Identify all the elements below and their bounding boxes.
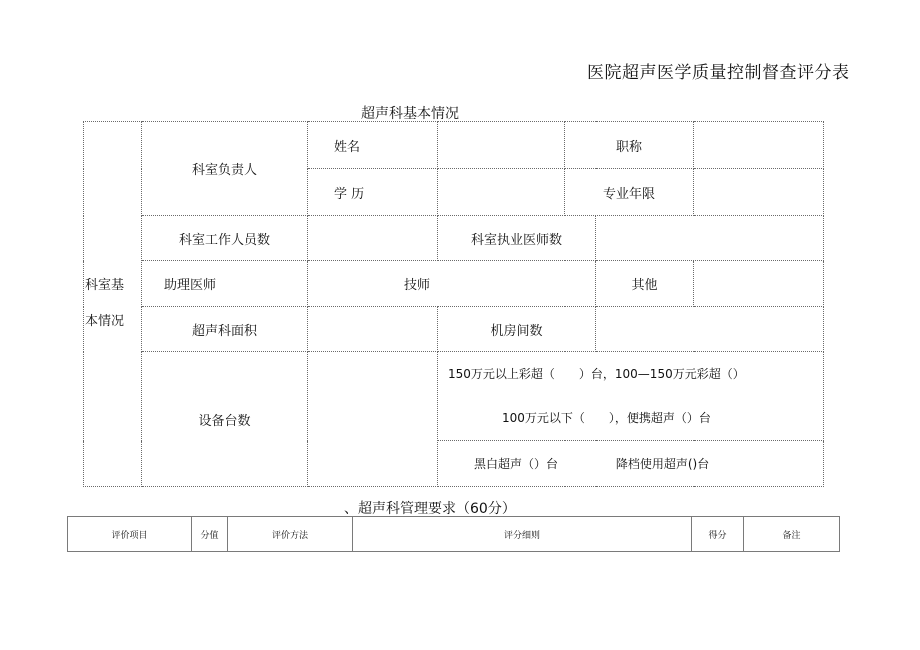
technician-cell <box>308 261 596 307</box>
years-in-specialty-label: 专业年限 <box>565 169 694 216</box>
education-label: 学 历 <box>308 169 438 216</box>
assistant-doctor-label: 助理医师 <box>142 261 308 307</box>
header-eval-method: 评价方法 <box>228 517 353 552</box>
equipment-line-1: 150万元以上彩超（ ）台，100—150万元彩超（） <box>448 367 745 381</box>
downgraded-ultrasound-text: 降档使用超声()台 <box>615 457 710 471</box>
header-remarks: 备注 <box>744 517 840 552</box>
area-value-cell[interactable] <box>308 307 438 352</box>
header-eval-item: 评价项目 <box>68 517 192 552</box>
title-value-cell[interactable] <box>694 122 824 169</box>
title-label: 职称 <box>565 122 694 169</box>
dept-basic-info-label: 科室基 本情况 <box>84 122 142 487</box>
staff-count-value-cell[interactable] <box>308 216 438 261</box>
bw-ultrasound-text: 黑白超声（）台 <box>474 457 559 471</box>
area-label: 超声科面积 <box>142 307 308 352</box>
room-count-label: 机房间数 <box>438 307 596 352</box>
other-label: 其他 <box>596 261 694 307</box>
equipment-detail-cell <box>438 352 824 441</box>
equipment-count-label: 设备台数 <box>142 352 308 487</box>
education-value-cell[interactable] <box>438 169 565 216</box>
header-scoring-rules: 评分细则 <box>353 517 692 552</box>
head-of-dept-label: 科室负责人 <box>142 122 308 216</box>
staff-count-label: 科室工作人员数 <box>142 216 308 261</box>
other-value-cell[interactable] <box>694 261 824 307</box>
section-management-title: 、超声科管理要求（60分） <box>344 501 516 517</box>
equipment-detail-cell-2 <box>438 441 824 487</box>
room-count-value-cell[interactable] <box>596 307 824 352</box>
header-score-value: 分值 <box>192 517 228 552</box>
name-value-cell[interactable] <box>438 122 565 169</box>
technician-label: 技师 <box>404 278 431 293</box>
document-title: 医院超声医学质量控制督查评分表 <box>587 63 850 83</box>
licensed-doctors-value-cell[interactable] <box>596 216 824 261</box>
section-basic-info-title: 超声科基本情况 <box>361 106 459 122</box>
equipment-count-value-cell[interactable] <box>308 352 438 487</box>
scoring-table <box>67 516 840 552</box>
licensed-doctors-label: 科室执业医师数 <box>438 216 596 261</box>
equipment-line-2: 100万元以下（ ），便携超声（）台 <box>502 411 711 425</box>
header-score-obtained: 得分 <box>692 517 744 552</box>
basic-info-table <box>83 121 824 487</box>
years-value-cell[interactable] <box>694 169 824 216</box>
name-label: 姓名 <box>308 122 438 169</box>
